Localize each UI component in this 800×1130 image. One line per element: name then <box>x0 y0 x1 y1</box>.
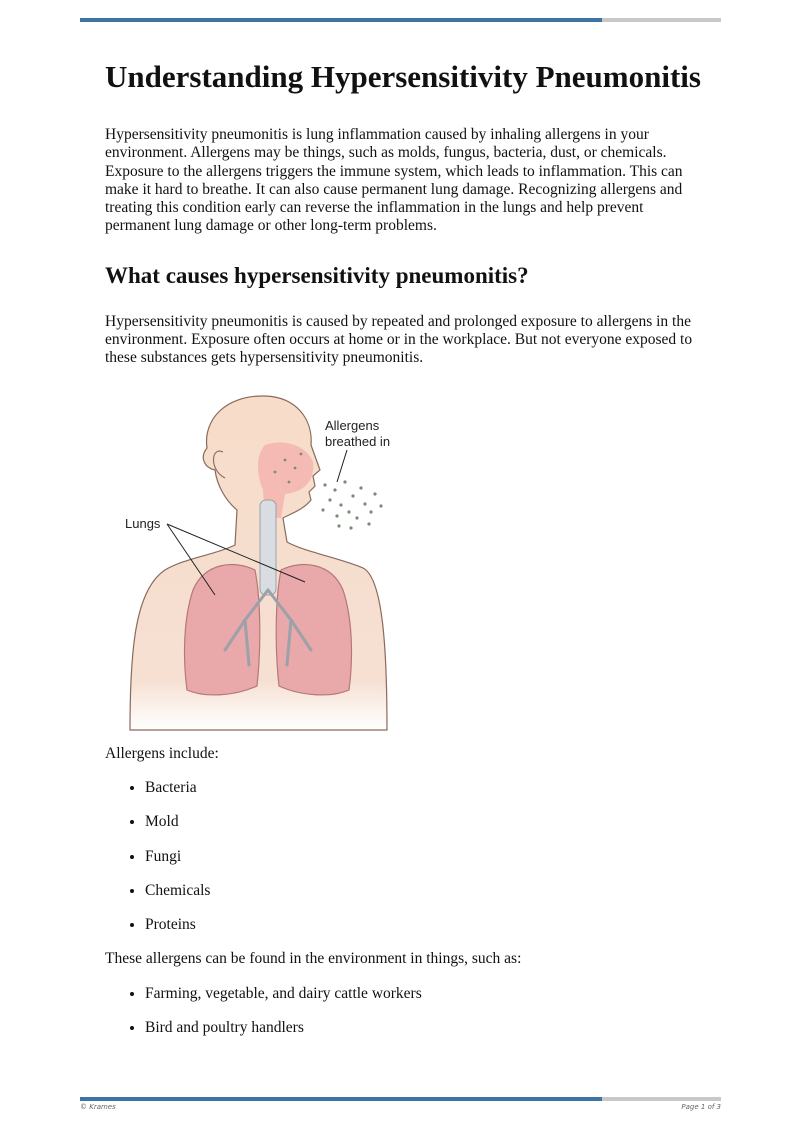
header-rule-accent <box>80 18 602 22</box>
section-heading-causes: What causes hypersensitivity pneumonitis? <box>105 262 529 288</box>
list-item: • Bacteria <box>145 779 705 797</box>
list-item: • Farming, vegetable, and dairy cattle workers <box>145 985 705 1003</box>
label-allergens-line1: Allergens <box>325 417 380 433</box>
label-allergens-line2: breathed in <box>325 433 391 449</box>
allergens-list <box>105 779 705 934</box>
allergens-pointer <box>337 450 347 482</box>
right-lung-shape <box>276 564 351 694</box>
label-lungs: Lungs <box>125 515 161 531</box>
allergens-intro: Allergens include: <box>105 744 219 762</box>
document-body <box>105 58 705 1037</box>
anatomy-illustration <box>125 390 395 735</box>
anatomy-svg <box>125 390 395 735</box>
footer-page-number: Page 1 of 3 <box>681 1103 721 1111</box>
left-lung-shape <box>185 564 260 694</box>
header-rule <box>80 18 721 22</box>
footer-rule <box>80 1097 721 1101</box>
trachea-shape <box>260 500 276 595</box>
environment-intro: These allergens can be found in the environment in things, such as: <box>105 950 522 968</box>
intro-paragraph: Hypersensitivity pneumonitis is lung inflammation caused by inhaling allergens in your environment. Allergens may be things, such as molds, fungus, bacteria, dust, or chemicals. Exposure to the allergens triggers the immune system, which leads to inflammation. This can make it hard to breathe. It can also cause permanent lung damage. Recognizing allergens and treating this condition early can reverse the inflammation in the lungs and help prevent permanent lung damage or other long-term problems. <box>105 126 683 235</box>
list-item: • Bird and poultry handlers <box>145 1019 705 1037</box>
footer-copyright: © Krames <box>80 1103 116 1111</box>
list-item: • Fungi <box>145 848 705 866</box>
list-item: • Proteins <box>145 916 705 934</box>
footer-rule-accent <box>80 1097 602 1101</box>
list-item: • Chemicals <box>145 882 705 900</box>
environment-list <box>105 985 705 1038</box>
page-title: Understanding Hypersensitivity Pneumonitis <box>105 59 701 94</box>
causes-paragraph: Hypersensitivity pneumonitis is caused by repeated and prolonged exposure to allergens in the environment. Exposure often occurs at home or in the workplace. But not everyone exposed to these substances gets hypersensitivity pneumonitis. <box>105 312 693 367</box>
list-item: • Mold <box>145 813 705 831</box>
